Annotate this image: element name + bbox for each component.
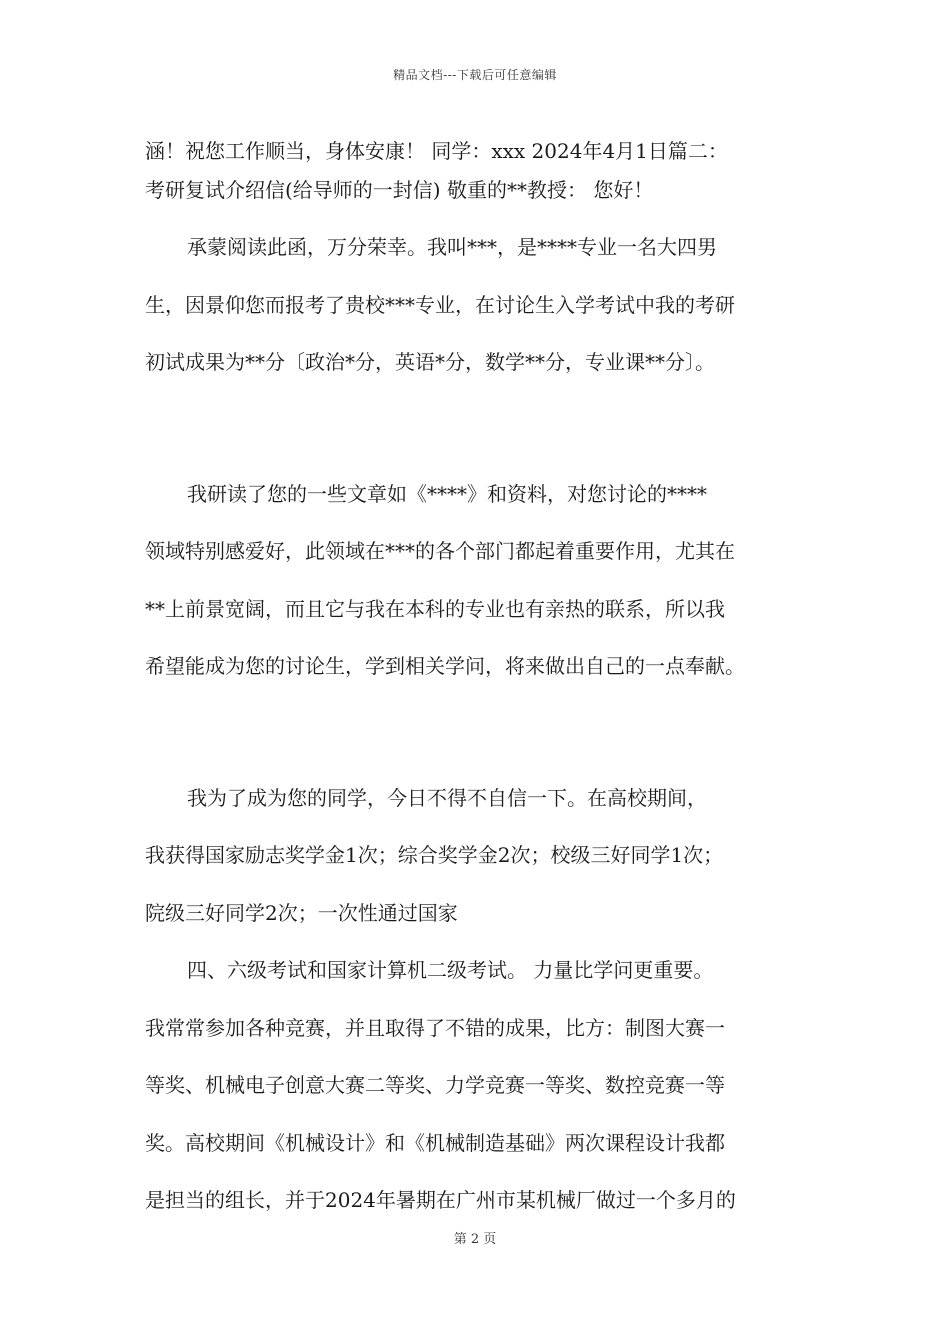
text-line: 等奖、机械电子创意大赛二等奖、力学竞赛一等奖、数控竞赛一等 — [145, 1073, 725, 1097]
text-line: 考研复试介绍信(给导师的一封信) 敬重的**教授： 您好！ — [145, 177, 654, 202]
text-line: **上前景宽阔，而且它与我在本科的专业也有亲热的联系，所以我 — [145, 596, 725, 621]
paragraph-gap — [145, 686, 815, 758]
text-line: 四、六级考试和国家计算机二级考试。 力量比学问更重要。 — [187, 958, 714, 982]
page-header: 精品文档---下载后可任意编辑 — [393, 68, 557, 82]
paragraph-gap — [145, 382, 815, 454]
text-line: 奖。高校期间《机械设计》和《机械制造基础》两次课程设计我都 — [145, 1130, 725, 1155]
text-line: 我研读了您的一些文章如《****》和资料，对您讨论的**** — [187, 481, 707, 506]
paragraph-3 — [145, 475, 815, 686]
paragraph-2 — [145, 228, 815, 382]
text-line: 院级三好同学2次；一次性通过国家 — [145, 900, 458, 925]
text-line: 是担当的组长，并于2024年暑期在广州市某机械厂做过一个多月的 — [145, 1188, 736, 1212]
paragraph-5 — [145, 951, 815, 1220]
text-line: 承蒙阅读此函，万分荣幸。我叫***，是****专业一名大四男 — [187, 235, 717, 259]
paragraph-4 — [145, 779, 815, 933]
text-line: 涵！祝您工作顺当，身体安康！ 同学：xxx 2024年4月1日篇二： — [145, 139, 728, 163]
text-line: 我常常参加各种竞赛，并且取得了不错的成果，比方：制图大赛一 — [145, 1015, 725, 1040]
text-line: 领域特别感爱好，此领域在***的各个部门都起着重要作用，尤其在 — [145, 539, 735, 563]
text-line: 希望能成为您的讨论生，学到相关学问，将来做出自己的一点奉献。 — [145, 654, 745, 678]
document-body — [145, 132, 815, 1220]
text-line: 生，因景仰您而报考了贵校***专业，在讨论生入学考试中我的考研 — [145, 292, 735, 317]
text-line: 初试成果为**分〔政治*分，英语*分，数学**分，专业课**分〕。 — [145, 350, 715, 374]
text-line: 我为了成为您的同学，今日不得不自信一下。在高校期间， — [187, 785, 707, 810]
page-number: 第 2 页 — [453, 1232, 497, 1247]
paragraph-1 — [145, 132, 815, 209]
text-line: 我获得国家励志奖学金1次；综合奖学金2次；校级三好同学1次； — [145, 843, 724, 867]
